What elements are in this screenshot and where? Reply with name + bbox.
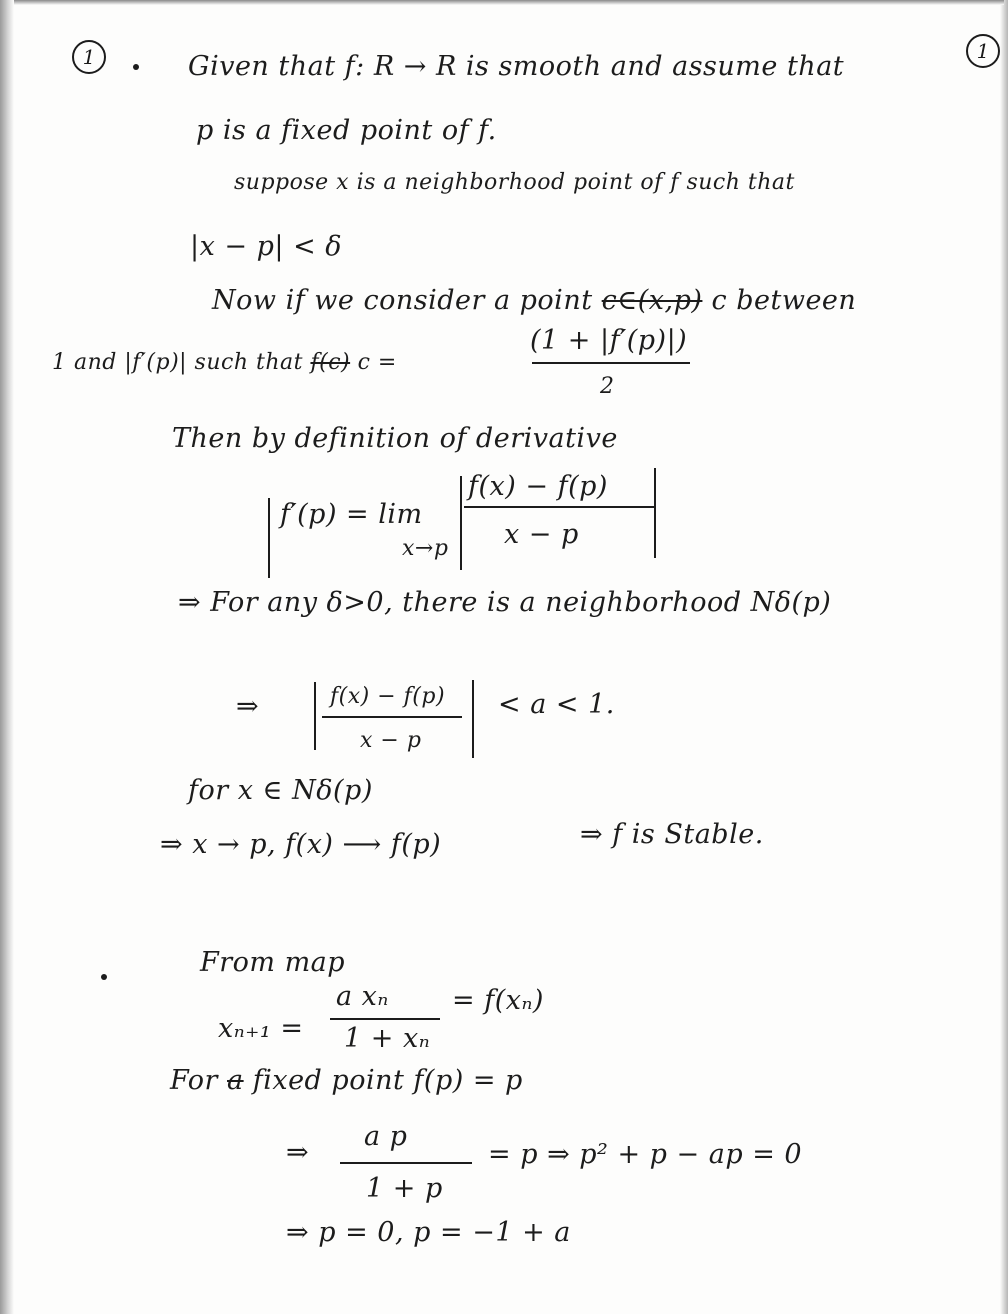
- given-statement-line: Given that f: R → R is smooth and assume that: [188, 51, 845, 82]
- convergence-line: ⇒ x → p, f(x) ⟶ f(p): [160, 829, 442, 860]
- consider-text-b: c between: [711, 285, 857, 316]
- neighborhood-line: ⇒ For any δ>0, there is a neighborhood Nδ(p): [178, 587, 832, 618]
- item-number-marker: 1: [72, 40, 106, 74]
- fixed-point-text: fixed point f(p) = p: [252, 1065, 523, 1096]
- ineq-fraction-bar: [322, 716, 462, 718]
- domain-line: for x ∈ Nδ(p): [188, 775, 373, 806]
- c-numerator: (1 + |f′(p)|): [530, 325, 688, 356]
- bullet-part-1: [133, 64, 139, 70]
- ineq-rhs: < a < 1.: [498, 689, 615, 720]
- c-fraction-bar: [532, 362, 690, 364]
- consider-text-a: Now if we consider a point: [212, 285, 593, 316]
- derivative-numerator: f(x) − f(p): [468, 471, 608, 502]
- bullet-part-2: [101, 974, 107, 980]
- map-rhs: = f(xₙ): [452, 985, 544, 1016]
- page-number-marker: 1: [966, 34, 1000, 68]
- struck-a: a: [227, 1065, 244, 1096]
- derivative-denominator: x − p: [504, 519, 579, 550]
- limit-subscript: x→p: [402, 536, 449, 561]
- fp-numerator: a p: [364, 1121, 408, 1152]
- for-text: For: [170, 1065, 218, 1096]
- derivative-lhs: f′(p) = lim: [280, 499, 423, 530]
- abs-bar-right: [654, 468, 656, 558]
- fp-arrow: ⇒: [286, 1137, 310, 1168]
- definition-line: Then by definition of derivative: [172, 423, 618, 454]
- from-map-line: From map: [200, 947, 346, 978]
- page-right-edge: [1000, 0, 1008, 1314]
- ineq-numerator: f(x) − f(p): [330, 684, 446, 709]
- page-left-edge: [0, 0, 14, 1314]
- map-fraction-bar: [330, 1018, 440, 1020]
- suppose-line: suppose x is a neighborhood point of f such that: [234, 170, 795, 195]
- such-that-line: [52, 348, 397, 378]
- ineq-abs-right: [472, 680, 474, 758]
- fp-denominator: 1 + p: [366, 1173, 443, 1204]
- consider-point-line: [212, 286, 856, 316]
- map-denominator: 1 + xₙ: [344, 1023, 431, 1054]
- page-top-edge: [14, 0, 1004, 5]
- ineq-abs-left: [314, 682, 316, 750]
- abs-bar-inner-left: [460, 476, 462, 570]
- fixed-point-line: p is a fixed point of f.: [196, 115, 497, 146]
- abs-bar-left: [268, 498, 270, 578]
- fixed-point-condition: [170, 1066, 523, 1096]
- struck-fc: f(c): [310, 350, 351, 375]
- c-denominator: 2: [600, 374, 615, 399]
- derivative-fraction-bar: [464, 506, 656, 508]
- map-numerator: a xₙ: [336, 981, 389, 1012]
- struck-text: c∈(x,p): [601, 285, 703, 316]
- implies-arrow: ⇒: [236, 691, 260, 722]
- c-equals: c =: [357, 350, 397, 375]
- delta-condition: |x − p| < δ: [190, 231, 343, 262]
- such-that-text: 1 and |f′(p)| such that: [52, 350, 303, 375]
- ineq-denominator: x − p: [360, 728, 422, 753]
- fp-equation-rhs: = p ⇒ p² + p − ap = 0: [488, 1139, 803, 1170]
- stability-conclusion: ⇒ f is Stable.: [580, 819, 764, 850]
- fixed-point-solutions: ⇒ p = 0, p = −1 + a: [286, 1217, 571, 1248]
- fp-fraction-bar: [340, 1162, 472, 1164]
- map-lhs: xₙ₊₁ =: [218, 1013, 304, 1044]
